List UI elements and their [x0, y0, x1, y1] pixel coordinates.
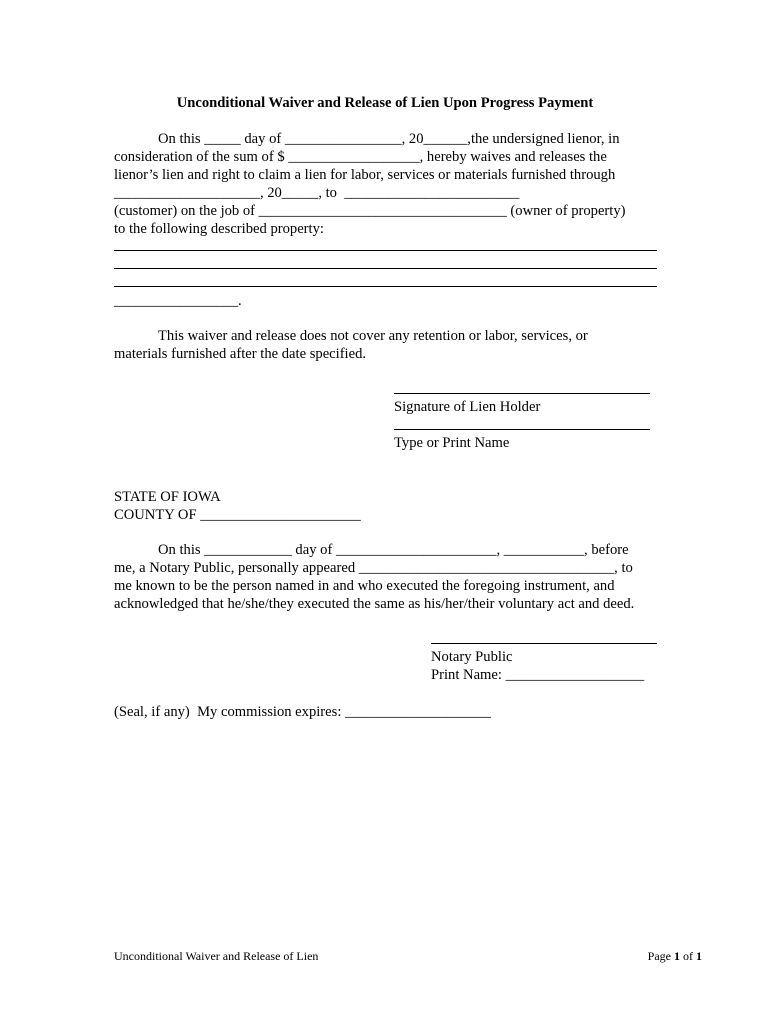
waiver-line-2: consideration of the sum of $ __________________, hereby waives and releases the — [114, 149, 607, 165]
notary-line-4: acknowledged that he/she/they executed the same as his/her/their voluntary act and deed. — [114, 596, 635, 612]
venue-county: COUNTY OF ______________________ — [114, 507, 361, 523]
page-current: 1 — [674, 949, 680, 963]
notary-line-3: me known to be the person named in and who executed the foregoing instrument, and — [114, 578, 615, 594]
waiver-line-4: ____________________, 20_____, to ________________________ — [114, 185, 520, 201]
notary-title: Notary Public — [431, 649, 513, 665]
signature-line — [394, 393, 650, 394]
notary-line-2: me, a Notary Public, personally appeared ___________________________________, to — [114, 560, 633, 576]
footer-title: Unconditional Waiver and Release of Lien — [114, 949, 319, 963]
waiver-line-6: to the following described property: — [114, 221, 324, 237]
property-description-line-3 — [114, 286, 657, 287]
page-prefix: Page — [647, 949, 674, 963]
document-title: Unconditional Waiver and Release of Lien Upon Progress Payment — [176, 95, 594, 111]
notary-print-name: Print Name: ___________________ — [431, 667, 645, 683]
exclusion-line-1: This waiver and release does not cover any retention or labor, services, or — [158, 328, 588, 344]
waiver-line-1: On this _____ day of ________________, 20______,the undersigned lienor, in — [158, 131, 620, 147]
print-name-label: Type or Print Name — [394, 435, 510, 451]
property-description-line-2 — [114, 268, 657, 269]
notary-signature-line — [431, 643, 657, 644]
property-description-line-1 — [114, 250, 657, 251]
notary-line-1: On this ____________ day of ______________________, ___________, before — [158, 542, 629, 558]
print-name-line — [394, 429, 650, 430]
waiver-line-5: (customer) on the job of __________________________________ (owner of property) — [114, 203, 626, 219]
exclusion-line-2: materials furnished after the date specified. — [114, 346, 367, 362]
footer-page-number — [648, 949, 702, 964]
page-of: of — [680, 949, 696, 963]
signature-label: Signature of Lien Holder — [394, 399, 541, 415]
property-description-line-end: _________________. — [114, 293, 242, 309]
page-total: 1 — [696, 949, 702, 963]
waiver-line-3: lienor’s lien and right to claim a lien for labor, services or materials furnished through — [114, 167, 616, 183]
venue-state: STATE OF IOWA — [114, 489, 221, 505]
seal-commission-line: (Seal, if any) My commission expires: ____________________ — [114, 704, 491, 720]
